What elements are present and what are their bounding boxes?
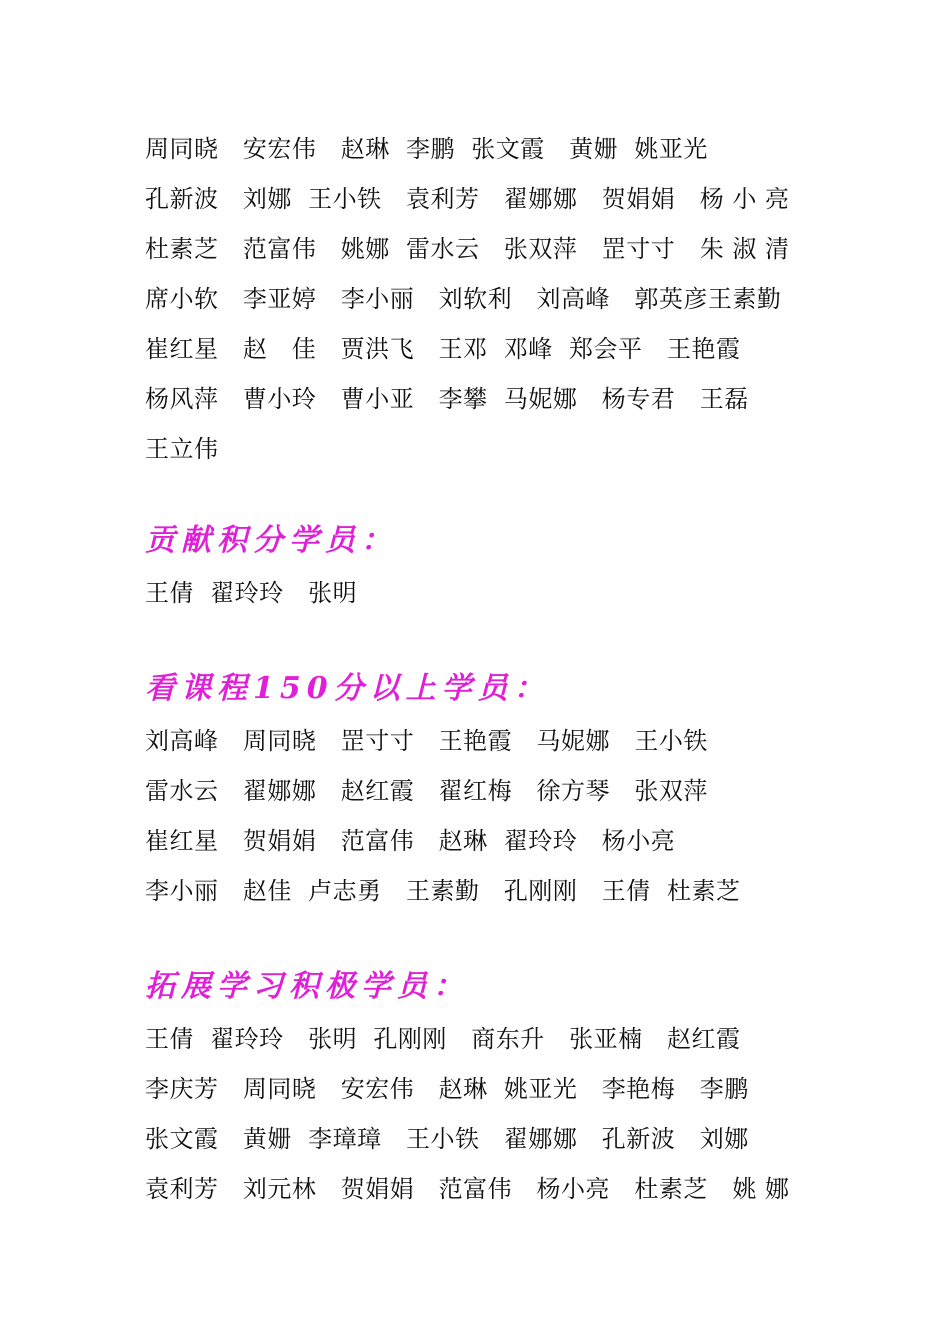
name-line: 雷水云 翟娜娜 赵红霞 翟红梅 徐方琴 张双萍 — [145, 777, 708, 805]
name-line: 王立伟 — [145, 435, 219, 463]
name-line: 张文霞 黄姗 李璋璋 王小铁 翟娜娜 孔新波 刘娜 — [145, 1125, 749, 1153]
intro-name-list — [145, 128, 825, 478]
name-line: 李庆芳 周同晓 安宏伟 赵琳 姚亚光 李艳梅 李鹏 — [145, 1075, 749, 1103]
name-line: 杨风萍 曹小玲 曹小亚 李攀 马妮娜 杨专君 王磊 — [145, 385, 749, 413]
name-line: 周同晓 安宏伟 赵琳 李鹏 张文霞 黄姗 姚亚光 — [145, 135, 708, 163]
name-line: 崔红星 赵 佳 贾洪飞 王邓 邓峰 郑会平 王艳霞 — [145, 335, 741, 363]
section-course-150 — [145, 662, 825, 920]
section-heading: 拓展学习积极学员： — [145, 969, 469, 1004]
section-heading: 看课程150分以上学员： — [145, 671, 550, 706]
name-line: 席小软 李亚婷 李小丽 刘软利 刘高峰 郭英彦王素勤 — [145, 285, 782, 313]
name-line: 孔新波 刘娜 王小铁 袁利芳 翟娜娜 贺娟娟 杨 小 亮 — [145, 185, 790, 213]
section-extended-learning — [145, 960, 825, 1218]
name-line: 李小丽 赵佳 卢志勇 王素勤 孔刚刚 王倩 杜素芝 — [145, 877, 741, 905]
name-line: 崔红星 贺娟娟 范富伟 赵琳 翟玲玲 杨小亮 — [145, 827, 676, 855]
name-line: 袁利芳 刘元林 贺娟娟 范富伟 杨小亮 杜素芝 姚 娜 — [145, 1175, 790, 1203]
name-line: 王倩 翟玲玲 张明 孔刚刚 商东升 张亚楠 赵红霞 — [145, 1025, 741, 1053]
name-line: 王倩 翟玲玲 张明 — [145, 579, 358, 607]
section-contribution — [145, 514, 825, 622]
name-line: 刘高峰 周同晓 罡寸寸 王艳霞 马妮娜 王小铁 — [145, 727, 708, 755]
section-heading: 贡献积分学员： — [145, 523, 397, 558]
name-line: 杜素芝 范富伟 姚娜 雷水云 张双萍 罡寸寸 朱 淑 清 — [145, 235, 790, 263]
document-page — [145, 128, 825, 1218]
